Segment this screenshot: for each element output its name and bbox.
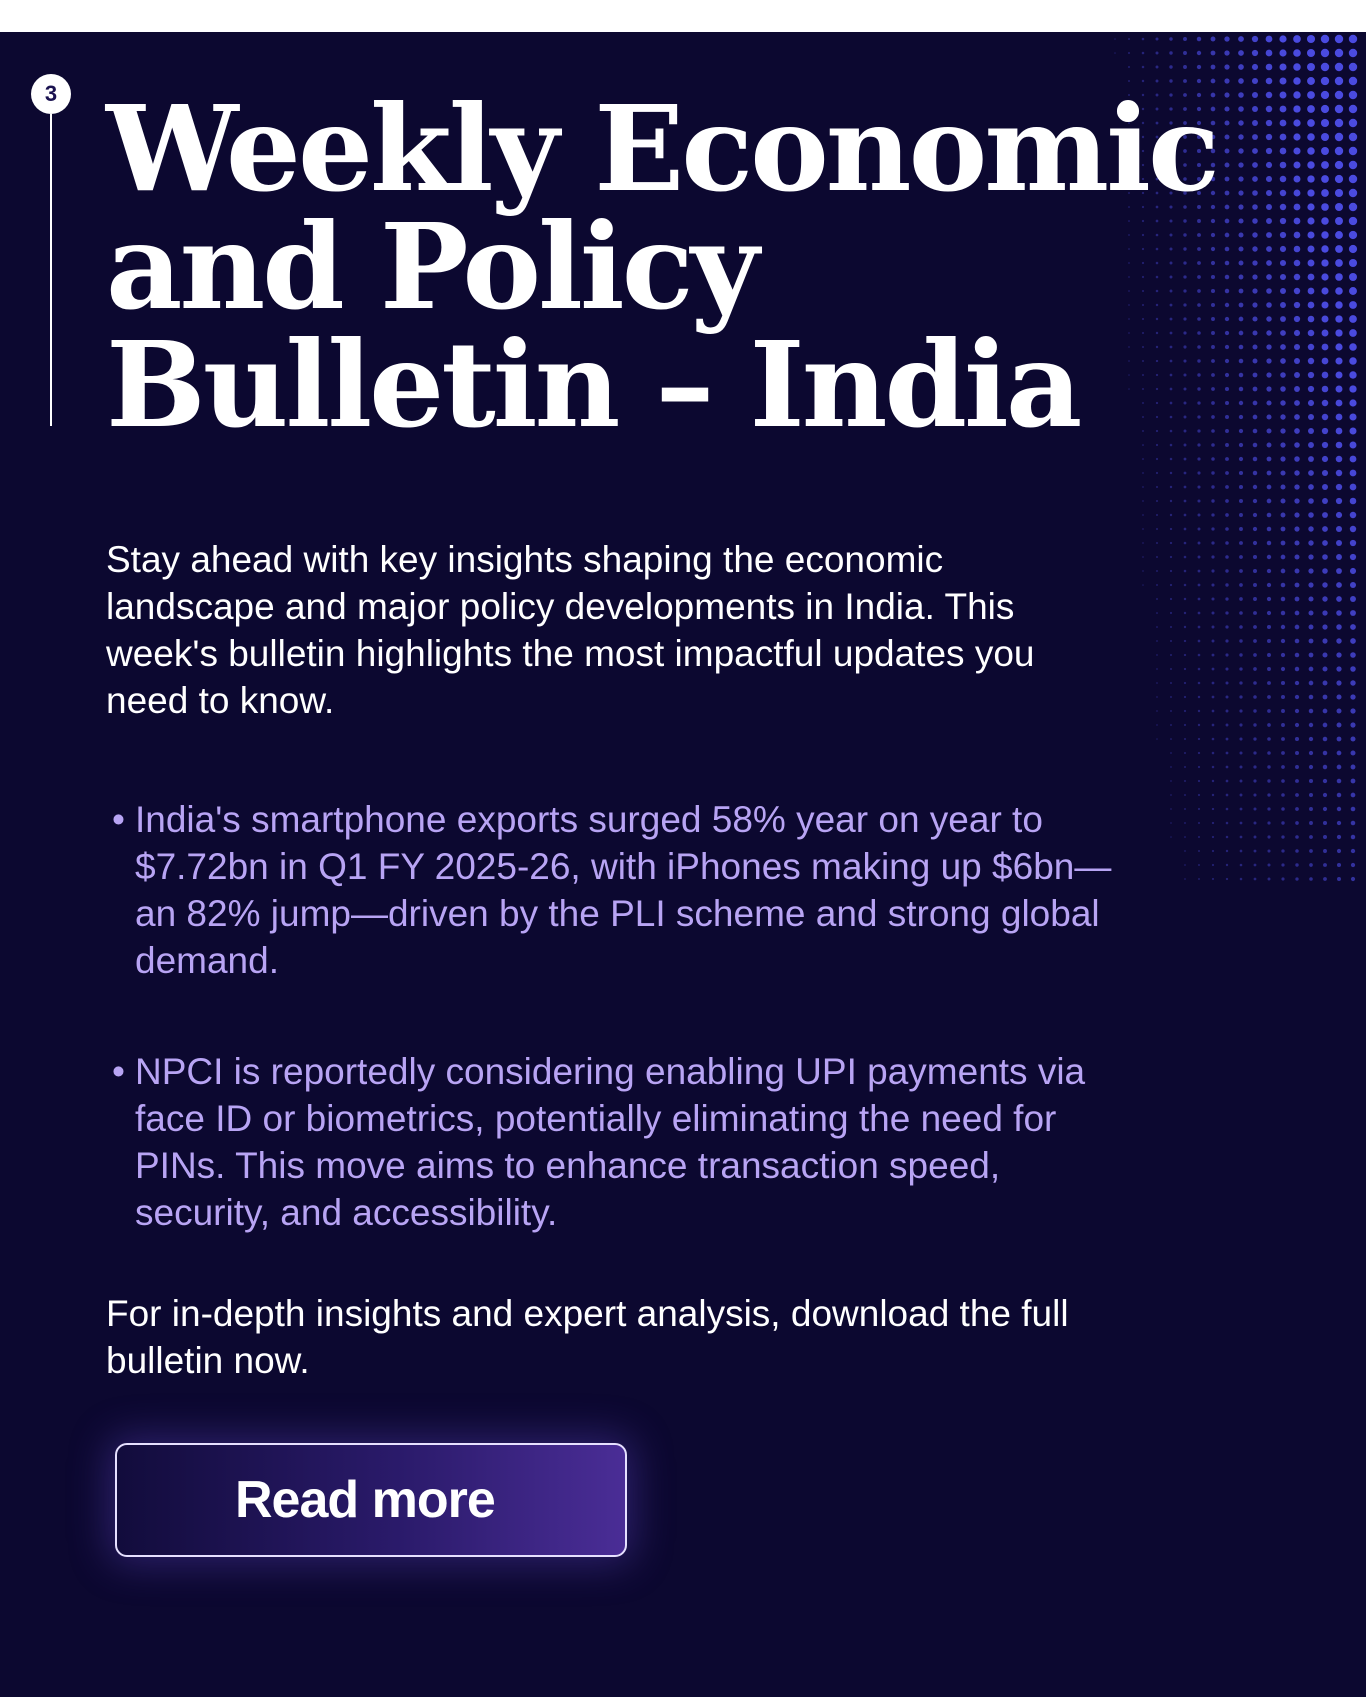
page-title bbox=[106, 79, 1306, 454]
bulletin-card bbox=[0, 32, 1366, 1697]
bullet-marker: • bbox=[112, 1051, 125, 1092]
title-line: Bulletin – India bbox=[106, 315, 1080, 454]
title-line: and Policy bbox=[106, 197, 757, 336]
bullet-item bbox=[108, 1048, 1125, 1236]
bullet-item bbox=[108, 796, 1125, 984]
step-number-badge: 3 bbox=[31, 74, 71, 114]
bullet-text: India's smartphone exports surged 58% year on year to $7.72bn in Q1 FY 2025-26, with iPhones making up $6bn—an 82% jump—driven by the PLI scheme and strong global demand. bbox=[135, 799, 1112, 981]
outro-paragraph: For in-depth insights and expert analysis, download the full bulletin now. bbox=[106, 1293, 1069, 1381]
bullet-text: NPCI is reportedly considering enabling UPI payments via face ID or biometrics, potentially eliminating the need for PINs. This move aims to enhance transaction speed, security, and accessibility. bbox=[135, 1051, 1086, 1233]
intro-paragraph: Stay ahead with key insights shaping the economic landscape and major policy developments in India. This week's bulletin highlights the most impactful updates you need to know. bbox=[106, 539, 1035, 721]
title-line: Weekly Economic bbox=[106, 79, 1217, 218]
bullet-marker: • bbox=[112, 799, 125, 840]
read-more-button[interactable]: Read more bbox=[115, 1443, 627, 1557]
step-connector-line bbox=[50, 114, 52, 426]
